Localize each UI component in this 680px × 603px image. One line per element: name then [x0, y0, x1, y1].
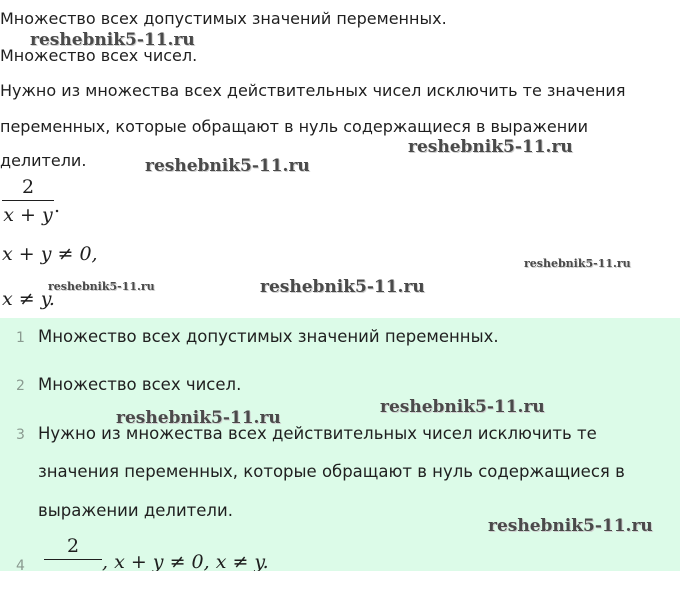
step-4-fraction [44, 535, 102, 563]
answer-line-3b: переменных, которые обращают в нуль содержащиеся в выражении [0, 117, 588, 136]
answer-line-1: Множество всех допустимых значений переменных. [0, 9, 447, 28]
step-4-fraction-bar [44, 559, 102, 560]
watermark: reshebnik5-11.ru [48, 280, 155, 293]
step-number-3: 3 [16, 427, 25, 443]
watermark: reshebnik5-11.ru [488, 516, 653, 536]
step-number-1: 1 [16, 330, 25, 346]
watermark: reshebnik5-11.ru [145, 156, 310, 176]
step-4-numerator: 2 [66, 535, 80, 557]
watermark: reshebnik5-11.ru [116, 408, 281, 428]
fraction-period: . [54, 195, 61, 217]
watermark: reshebnik5-11.ru [260, 277, 425, 297]
answer-inequality-2: x ≠ y. [2, 288, 55, 310]
step-text-1: Множество всех допустимых значений переменных. [38, 327, 499, 346]
watermark: reshebnik5-11.ru [30, 30, 195, 50]
answer-line-2: Множество всех чисел. [0, 46, 198, 65]
step-text-3c: выражении делители. [38, 501, 233, 520]
step-4-formula: , x + y ≠ 0, x ≠ y. [102, 551, 269, 571]
watermark: reshebnik5-11.ru [380, 397, 545, 417]
watermark: reshebnik5-11.ru [524, 257, 631, 270]
answer-line-3a: Нужно из множества всех действительных чисел исключить те значения [0, 81, 626, 100]
watermark: reshebnik5-11.ru [408, 137, 573, 157]
fraction-denominator: x + y [3, 204, 53, 226]
step-number-4: 4 [16, 558, 25, 571]
fraction-bar [2, 200, 54, 201]
step-text-3b: значения переменных, которые обращают в нуль содержащиеся в [38, 462, 625, 481]
step-text-2: Множество всех чисел. [38, 375, 242, 394]
step-text-3a: Нужно из множества всех действительных чисел исключить те [38, 424, 597, 443]
answer-inequality-1: x + y ≠ 0, [2, 243, 98, 265]
answer-fraction [2, 176, 54, 226]
answer-line-3c: делители. [0, 151, 87, 170]
fraction-numerator: 2 [21, 176, 35, 198]
step-number-2: 2 [16, 378, 25, 394]
